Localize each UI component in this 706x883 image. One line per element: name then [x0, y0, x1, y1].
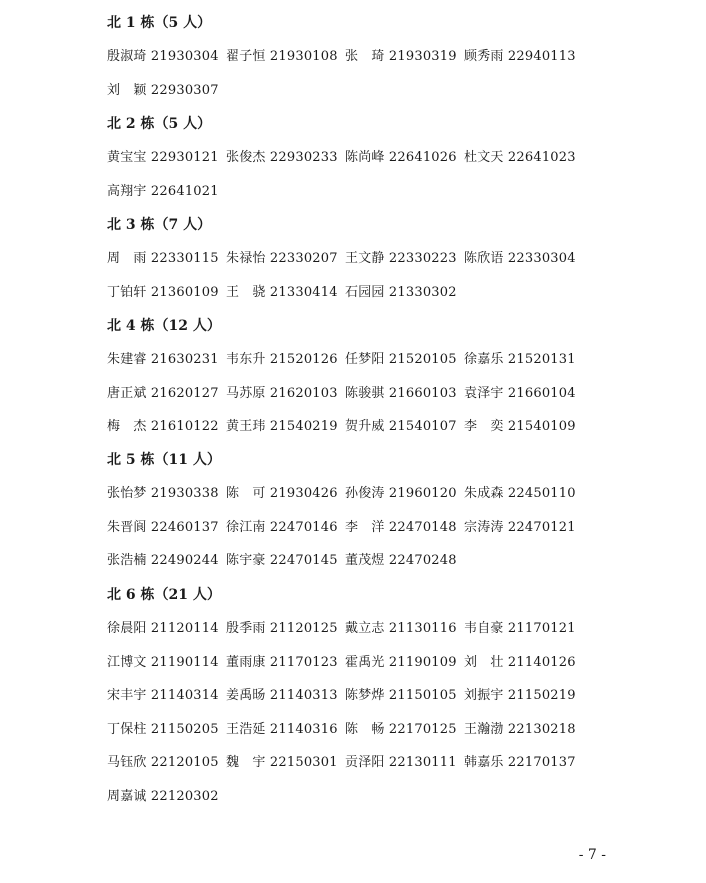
student-entry: 董茂煜 22470248: [345, 553, 457, 569]
building-heading: 北 4 栋（12 人）: [107, 318, 221, 334]
roster-row: [107, 654, 697, 672]
roster-row: [107, 519, 697, 537]
student-entry: 殷季雨 21120125: [226, 621, 338, 636]
student-entry: 丁铂轩 21360109: [107, 284, 219, 300]
page-number: - 7 -: [578, 847, 606, 863]
student-entry: 陈尚峰 22641026: [345, 150, 457, 165]
student-entry: 宋丰宇 21140314: [107, 688, 219, 704]
student-entry: 周嘉诚 22120302: [107, 789, 219, 804]
student-entry: 张俊杰 22930233: [226, 150, 338, 165]
roster-row: [107, 183, 697, 201]
student-entry: 马苏原 21620103: [226, 385, 338, 401]
student-entry: 朱禄怡 22330207: [226, 251, 338, 266]
student-entry: 梅 杰 21610122: [107, 419, 219, 435]
student-entry: 黄王玮 21540219: [226, 419, 338, 435]
student-entry: 马钰欣 22120105: [107, 755, 219, 771]
student-entry: 韩嘉乐 22170137: [464, 755, 576, 771]
student-entry: 任梦阳 21520105: [345, 352, 457, 367]
student-entry: 朱建睿 21630231: [107, 352, 219, 367]
roster-row: [107, 351, 697, 369]
roster-row: [107, 48, 697, 66]
student-entry: 周 雨 22330115: [107, 251, 219, 266]
student-entry: 刘 颖 22930307: [107, 82, 219, 98]
student-entry: 贺升威 21540107: [345, 419, 457, 435]
student-entry: 徐江南 22470146: [226, 519, 338, 535]
student-entry: 霍禹光 21190109: [345, 654, 457, 670]
roster-row: [107, 721, 697, 739]
student-entry: 陈宇豪 22470145: [226, 553, 338, 569]
student-entry: 石园园 21330302: [345, 284, 457, 300]
roster-row: [107, 552, 697, 570]
student-entry: 唐正斌 21620127: [107, 385, 219, 401]
student-entry: 顾秀雨 22940113: [464, 49, 576, 64]
roster-row: [107, 687, 697, 705]
student-entry: 张 琦 21930319: [345, 49, 457, 64]
building-heading: 北 5 栋（11 人）: [107, 452, 221, 468]
student-entry: 杜文天 22641023: [464, 150, 576, 165]
student-entry: 孙俊涛 21960120: [345, 486, 457, 501]
roster-row: [107, 754, 697, 772]
student-entry: 董雨康 21170123: [226, 654, 338, 670]
student-entry: 韦自豪 21170121: [464, 621, 576, 636]
student-entry: 张浩楠 22490244: [107, 553, 219, 569]
student-entry: 刘振宇 21150219: [464, 688, 576, 704]
student-entry: 张怡梦 21930338: [107, 486, 219, 501]
student-entry: 朱晋阆 22460137: [107, 519, 219, 535]
roster-row: [107, 284, 697, 302]
building-heading: 北 1 栋（5 人）: [107, 15, 212, 31]
roster-row: [107, 485, 697, 503]
student-entry: 戴立志 21130116: [345, 621, 457, 636]
student-entry: 姜禹旸 21140313: [226, 688, 338, 704]
student-entry: 李 洋 22470148: [345, 519, 457, 535]
roster-row: [107, 418, 697, 436]
student-entry: 丁保柱 21150205: [107, 721, 219, 737]
student-entry: 殷淑琦 21930304: [107, 49, 219, 64]
roster-row: [107, 385, 697, 403]
student-entry: 徐晨阳 21120114: [107, 621, 219, 636]
student-entry: 陈梦烨 21150105: [345, 688, 457, 704]
student-entry: 陈骏骐 21660103: [345, 385, 457, 401]
student-entry: 高翔宇 22641021: [107, 183, 219, 199]
student-entry: 王文静 22330223: [345, 251, 457, 266]
roster-row: [107, 250, 697, 268]
student-entry: 陈欣语 22330304: [464, 251, 576, 266]
student-entry: 王浩延 21140316: [226, 721, 338, 737]
building-heading: 北 3 栋（7 人）: [107, 217, 212, 233]
student-entry: 陈 畅 22170125: [345, 721, 457, 737]
roster-row: [107, 788, 697, 806]
roster-row: [107, 620, 697, 638]
student-entry: 陈 可 21930426: [226, 486, 338, 501]
student-entry: 韦东升 21520126: [226, 352, 338, 367]
student-entry: 魏 宇 22150301: [226, 755, 338, 771]
student-entry: 王 骁 21330414: [226, 284, 338, 300]
student-entry: 徐嘉乐 21520131: [464, 352, 576, 367]
student-entry: 贡泽阳 22130111: [345, 755, 457, 771]
student-entry: 黄宝宝 22930121: [107, 150, 219, 165]
student-entry: 袁泽宇 21660104: [464, 385, 576, 401]
roster-row: [107, 149, 697, 167]
student-entry: 刘 壮 21140126: [464, 654, 576, 670]
student-entry: 翟子恒 21930108: [226, 49, 338, 64]
building-heading: 北 2 栋（5 人）: [107, 116, 212, 132]
building-heading: 北 6 栋（21 人）: [107, 587, 221, 603]
student-entry: 王瀚渤 22130218: [464, 721, 576, 737]
student-entry: 宗涛涛 22470121: [464, 519, 576, 535]
roster-row: [107, 82, 697, 100]
student-entry: 李 奕 21540109: [464, 419, 576, 435]
student-entry: 朱成森 22450110: [464, 486, 576, 501]
student-entry: 江博文 21190114: [107, 654, 219, 670]
